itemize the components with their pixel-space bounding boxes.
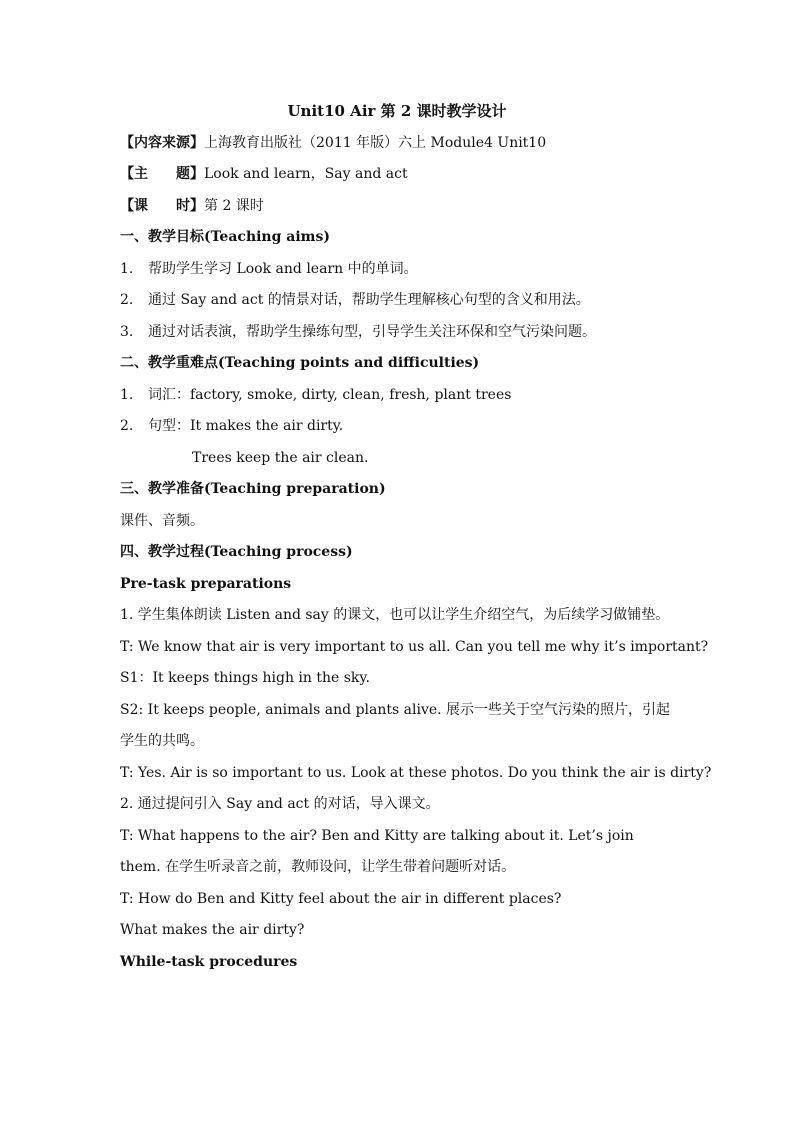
section-heading-process: 四、教学过程(Teaching process) <box>120 544 353 560</box>
section-heading-aims: 一、教学目标(Teaching aims) <box>120 229 330 245</box>
topic-label: 【主 题】 <box>120 166 204 182</box>
source-value: 上海教育出版社（2011 年版）六上 Module4 Unit10 <box>204 134 547 151</box>
process-paragraph-1: 1. 学生集体朗读 Listen and say 的课文，也可以让学生介绍空气，为后续学习做铺垫。 <box>120 607 670 623</box>
pre-task-heading: Pre-task preparations <box>120 575 292 592</box>
aim-num-2: 2. <box>120 292 134 308</box>
student-line-1: S1：It keeps things high in the sky. <box>120 670 370 686</box>
pattern-line-1 <box>120 411 674 443</box>
aim-item-2 <box>120 285 674 317</box>
pattern-line-2: Trees keep the air clean. <box>192 449 369 466</box>
process-paragraph-2: 2. 通过提问引入 Say and act 的对话，导入课文。 <box>120 796 440 812</box>
teacher-line-1: T: We know that air is very important to us all. Can you tell me why it’s important? <box>120 638 709 655</box>
vocab-line <box>120 380 674 412</box>
pattern-text-1: 句型：It makes the air dirty. <box>148 418 344 434</box>
aim-item-3 <box>120 317 674 349</box>
meta-topic <box>120 159 674 191</box>
pattern-num: 2. <box>120 418 134 434</box>
teacher-line-5: What makes the air dirty? <box>120 922 305 938</box>
teacher-line-2: T: Yes. Air is so important to us. Look at these photos. Do you think the air is dirty? <box>120 764 712 781</box>
aim-text-3: 通过对话表演，帮助学生操练句型，引导学生关注环保和空气污染问题。 <box>148 323 596 340</box>
source-label: 【内容来源】 <box>120 134 204 151</box>
teacher-line-4: T: How do Ben and Kitty feel about the air in different places? <box>120 890 562 907</box>
aim-num-3: 3. <box>120 323 134 340</box>
preparation-text: 课件、音频。 <box>120 512 204 529</box>
while-task-heading: While-task procedures <box>120 953 298 970</box>
section-heading-points: 二、教学重难点(Teaching points and difficulties) <box>120 355 480 371</box>
student-line-2: S2: It keeps people, animals and plants alive. 展示一些关于空气污染的照片，引起学生的共鸣。 <box>120 701 671 749</box>
section-heading-preparation: 三、教学准备(Teaching preparation) <box>120 481 386 497</box>
aim-num-1: 1. <box>120 260 134 277</box>
period-value: 第 2 课时 <box>204 197 264 214</box>
topic-value: Look and learn，Say and act <box>204 166 408 182</box>
document-title: Unit10 Air 第 2 课时教学设计 <box>287 102 507 120</box>
vocab-num: 1. <box>120 386 134 403</box>
aim-text-2: 通过 Say and act 的情景对话，帮助学生理解核心句型的含义和用法。 <box>148 292 590 308</box>
vocab-text: 词汇：factory, smoke, dirty, clean, fresh, plant trees <box>148 386 512 403</box>
teacher-line-3: T: What happens to the air? Ben and Kitty are talking about it. Let’s join them. 在学生听录音之前，教师设问，让学生带着问题听对话。 <box>120 827 634 875</box>
aim-item-1 <box>120 254 674 286</box>
aim-text-1: 帮助学生学习 Look and learn 中的单词。 <box>148 260 418 277</box>
meta-period <box>120 191 674 223</box>
meta-source <box>120 128 674 160</box>
period-label: 【课 时】 <box>120 197 204 214</box>
